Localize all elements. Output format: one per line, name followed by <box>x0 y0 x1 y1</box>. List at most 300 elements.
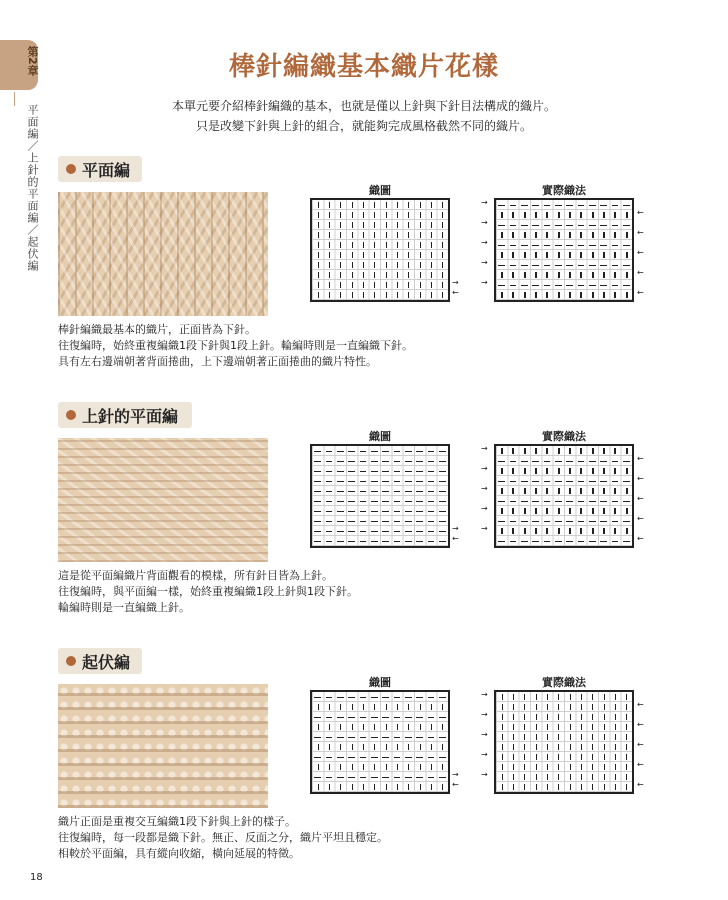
stitch-cell <box>530 526 541 536</box>
stitch-cell <box>564 506 575 516</box>
stitch-cell <box>575 486 586 496</box>
stitch-cell <box>380 516 391 526</box>
arrow-right-icon: → <box>481 218 488 227</box>
stitch-cell <box>437 496 448 506</box>
stitch-cell <box>346 446 357 456</box>
stitch-cell <box>496 466 507 476</box>
stitch-cell <box>587 516 598 526</box>
stitch-cell <box>496 516 507 526</box>
stitch-cell <box>609 240 620 250</box>
knit-swatch-photo <box>58 684 268 808</box>
stitch-cell <box>425 466 436 476</box>
stitch-cell <box>564 752 575 762</box>
stitch-cell <box>564 456 575 466</box>
stitch-cell <box>425 220 436 230</box>
stitch-cell <box>425 742 436 752</box>
stitch-cell <box>369 446 380 456</box>
desc-line: 往復編時，每一段都是織下針。無正、反面之分，織片平坦且穩定。 <box>58 831 388 844</box>
stitch-cell <box>346 742 357 752</box>
stitch-cell <box>323 220 334 230</box>
stitch-cell <box>437 456 448 466</box>
stitch-cell <box>598 220 609 230</box>
stitch-cell <box>323 526 334 536</box>
stitch-cell <box>553 526 564 536</box>
actual-chart-arrows-left <box>481 444 491 548</box>
stitch-cell <box>496 210 507 220</box>
stitch-cell <box>414 280 425 290</box>
stitch-cell <box>312 506 323 516</box>
stitch-cell <box>425 270 436 280</box>
stitch-cell <box>425 446 436 456</box>
stitch-cell <box>598 762 609 772</box>
stitch-cell <box>507 732 518 742</box>
stitch-cell <box>323 496 334 506</box>
stitch-cell <box>598 446 609 456</box>
stitch-cell <box>335 526 346 536</box>
stitch-cell <box>323 782 334 792</box>
stitch-cell <box>575 240 586 250</box>
stitch-cell <box>609 722 620 732</box>
stitch-cell <box>414 742 425 752</box>
stitch-cell <box>437 476 448 486</box>
symbol-chart-arrows <box>452 690 462 794</box>
stitch-cell <box>312 712 323 722</box>
stitch-cell <box>414 260 425 270</box>
stitch-cell <box>312 230 323 240</box>
stitch-cell <box>346 290 357 300</box>
stitch-cell <box>312 742 323 752</box>
stitch-cell <box>437 250 448 260</box>
stitch-cell <box>530 702 541 712</box>
arrow-left-icon: ← <box>637 760 644 769</box>
stitch-cell <box>541 200 552 210</box>
desc-line: 棒針編織最基本的織片，正面皆為下針。 <box>58 323 256 336</box>
stitch-cell <box>564 782 575 792</box>
stitch-cell <box>369 516 380 526</box>
stitch-cell <box>380 526 391 536</box>
stitch-cell <box>598 456 609 466</box>
stitch-cell <box>437 446 448 456</box>
stitch-cell <box>414 240 425 250</box>
stitch-cell <box>575 712 586 722</box>
stitch-cell <box>391 742 402 752</box>
stitch-cell <box>553 456 564 466</box>
stitch-cell <box>346 692 357 702</box>
stitch-cell <box>507 240 518 250</box>
stitch-cell <box>403 702 414 712</box>
stitch-cell <box>541 250 552 260</box>
stitch-cell <box>403 752 414 762</box>
stitch-cell <box>346 200 357 210</box>
desc-line: 相較於平面編，具有縱向收縮，橫向延展的特徵。 <box>58 847 300 860</box>
stitch-cell <box>403 486 414 496</box>
stitch-cell <box>621 476 632 486</box>
stitch-cell <box>507 526 518 536</box>
stitch-cell <box>369 506 380 516</box>
stitch-cell <box>357 230 368 240</box>
stitch-cell <box>519 210 530 220</box>
stitch-cell <box>346 466 357 476</box>
stitch-cell <box>541 220 552 230</box>
stitch-cell <box>519 712 530 722</box>
arrow-right-icon: → <box>481 444 488 453</box>
stitch-cell <box>346 210 357 220</box>
stitch-cell <box>621 772 632 782</box>
stitch-cell <box>403 496 414 506</box>
stitch-cell <box>496 762 507 772</box>
arrow-left-icon: ← <box>637 720 644 729</box>
stitch-cell <box>414 220 425 230</box>
stitch-cell <box>598 526 609 536</box>
stitch-cell <box>575 446 586 456</box>
stitch-cell <box>541 536 552 546</box>
stitch-cell <box>312 772 323 782</box>
stitch-cell <box>323 506 334 516</box>
stitch-cell <box>391 446 402 456</box>
stitch-cell <box>312 752 323 762</box>
stitch-cell <box>437 280 448 290</box>
stitch-cell <box>496 200 507 210</box>
arrow-left-icon: ← <box>637 780 644 789</box>
arrow-right-icon: → <box>481 238 488 247</box>
stitch-cell <box>403 260 414 270</box>
stitch-cell <box>312 486 323 496</box>
stitch-cell <box>530 486 541 496</box>
stitch-cell <box>621 240 632 250</box>
arrow-left-icon: ← <box>637 208 644 217</box>
stitch-cell <box>391 280 402 290</box>
stitch-cell <box>587 506 598 516</box>
stitch-cell <box>312 526 323 536</box>
stitch-cell <box>507 260 518 270</box>
stitch-cell <box>369 692 380 702</box>
stitch-cell <box>357 270 368 280</box>
stitch-cell <box>357 782 368 792</box>
stitch-cell <box>621 742 632 752</box>
stitch-cell <box>507 486 518 496</box>
stitch-cell <box>380 742 391 752</box>
stitch-cell <box>530 466 541 476</box>
stitch-cell <box>575 496 586 506</box>
stitch-cell <box>357 742 368 752</box>
arrow-right-icon: → <box>481 710 488 719</box>
stitch-cell <box>587 220 598 230</box>
stitch-cell <box>414 200 425 210</box>
stitch-cell <box>437 466 448 476</box>
stitch-cell <box>575 742 586 752</box>
stitch-cell <box>609 466 620 476</box>
stitch-cell <box>346 752 357 762</box>
stitch-cell <box>621 200 632 210</box>
stitch-cell <box>530 446 541 456</box>
stitch-cell <box>425 722 436 732</box>
stitch-cell <box>437 536 448 546</box>
stitch-cell <box>414 230 425 240</box>
section-description <box>58 322 658 370</box>
stitch-cell <box>335 692 346 702</box>
stitch-cell <box>609 260 620 270</box>
stitch-cell <box>380 200 391 210</box>
desc-line: 這是從平面編織片背面觀看的模樣，所有針目皆為上針。 <box>58 569 333 582</box>
stitch-cell <box>507 466 518 476</box>
stitch-cell <box>621 782 632 792</box>
stitch-cell <box>519 742 530 752</box>
stitch-cell <box>380 506 391 516</box>
stitch-cell <box>323 250 334 260</box>
stitch-cell <box>496 280 507 290</box>
stitch-cell <box>380 270 391 280</box>
stitch-cell <box>335 476 346 486</box>
stitch-cell <box>425 516 436 526</box>
stitch-cell <box>369 270 380 280</box>
stitch-cell <box>621 702 632 712</box>
stitch-cell <box>587 240 598 250</box>
stitch-cell <box>496 270 507 280</box>
stitch-cell <box>496 230 507 240</box>
actual-chart-arrows-right <box>637 198 647 302</box>
stitch-cell <box>369 290 380 300</box>
stitch-cell <box>519 722 530 732</box>
stitch-cell <box>621 260 632 270</box>
stitch-cell <box>609 230 620 240</box>
stitch-cell <box>312 732 323 742</box>
page-title: 棒針編織基本織片花樣 <box>228 52 499 82</box>
stitch-cell <box>357 466 368 476</box>
section-heading <box>58 156 142 182</box>
stitch-cell <box>380 772 391 782</box>
stitch-cell <box>541 506 552 516</box>
arrow-left-icon: ← <box>637 288 644 297</box>
stitch-cell <box>496 446 507 456</box>
stitch-cell <box>335 230 346 240</box>
stitch-cell <box>587 536 598 546</box>
stitch-cell <box>541 702 552 712</box>
stitch-cell <box>553 732 564 742</box>
stitch-cell <box>403 732 414 742</box>
arrow-right-icon: → <box>481 730 488 739</box>
side-title: 平面編／上針的平面編／起伏編 <box>26 104 39 272</box>
stitch-cell <box>380 446 391 456</box>
arrow-left-icon: ← <box>637 514 644 523</box>
arrow-right-icon: → <box>481 750 488 759</box>
stitch-cell <box>507 456 518 466</box>
stitch-cell <box>507 722 518 732</box>
stitch-cell <box>312 762 323 772</box>
stitch-cell <box>587 280 598 290</box>
stitch-cell <box>357 732 368 742</box>
stitch-cell <box>530 456 541 466</box>
stitch-cell <box>357 496 368 506</box>
stitch-cell <box>564 280 575 290</box>
stitch-cell <box>507 476 518 486</box>
stitch-cell <box>357 220 368 230</box>
stitch-cell <box>564 290 575 300</box>
stitch-cell <box>357 280 368 290</box>
stitch-cell <box>357 762 368 772</box>
stitch-cell <box>621 270 632 280</box>
page-number: 18 <box>30 872 43 883</box>
stitch-cell <box>357 240 368 250</box>
stitch-cell <box>507 712 518 722</box>
stitch-cell <box>323 762 334 772</box>
stitch-cell <box>425 732 436 742</box>
chart-title-actual: 實際織法 <box>542 676 586 689</box>
stitch-cell <box>553 250 564 260</box>
stitch-cell <box>530 772 541 782</box>
stitch-cell <box>496 506 507 516</box>
stitch-cell <box>496 486 507 496</box>
stitch-cell <box>507 692 518 702</box>
stitch-cell <box>346 230 357 240</box>
stitch-cell <box>621 722 632 732</box>
stitch-cell <box>553 536 564 546</box>
chart-title-actual: 實際織法 <box>542 184 586 197</box>
stitch-cell <box>380 692 391 702</box>
stitch-cell <box>609 446 620 456</box>
stitch-cell <box>425 210 436 220</box>
stitch-cell <box>587 712 598 722</box>
intro-line: 只是改變下針與上針的組合，就能夠完成風格截然不同的織片。 <box>195 119 532 133</box>
stitch-cell <box>530 712 541 722</box>
stitch-cell <box>437 742 448 752</box>
stitch-cell <box>437 732 448 742</box>
stitch-cell <box>335 466 346 476</box>
stitch-cell <box>530 752 541 762</box>
stitch-cell <box>380 722 391 732</box>
stitch-cell <box>312 280 323 290</box>
knit-swatch-photo <box>58 192 268 316</box>
stitch-cell <box>621 230 632 240</box>
stitch-cell <box>312 536 323 546</box>
stitch-cell <box>507 516 518 526</box>
stitch-cell <box>437 516 448 526</box>
stitch-cell <box>541 290 552 300</box>
stitch-cell <box>380 536 391 546</box>
stitch-cell <box>391 772 402 782</box>
stitch-cell <box>357 722 368 732</box>
stitch-cell <box>403 722 414 732</box>
stitch-cell <box>541 476 552 486</box>
stitch-cell <box>414 290 425 300</box>
stitch-cell <box>312 220 323 230</box>
stitch-cell <box>507 270 518 280</box>
stitch-cell <box>598 280 609 290</box>
actual-chart-arrows-left <box>481 690 491 794</box>
actual-chart <box>494 198 634 302</box>
stitch-cell <box>519 476 530 486</box>
stitch-cell <box>335 732 346 742</box>
section-description <box>58 568 658 616</box>
stitch-cell <box>335 486 346 496</box>
chart-title-symbol: 織圖 <box>369 676 391 689</box>
stitch-cell <box>437 230 448 240</box>
stitch-cell <box>323 270 334 280</box>
stitch-cell <box>598 260 609 270</box>
stitch-cell <box>391 526 402 536</box>
stitch-cell <box>621 536 632 546</box>
stitch-cell <box>312 200 323 210</box>
stitch-cell <box>346 702 357 712</box>
stitch-cell <box>609 702 620 712</box>
section-description <box>58 814 658 862</box>
stitch-cell <box>507 446 518 456</box>
stitch-cell <box>437 220 448 230</box>
symbol-chart <box>310 690 450 794</box>
stitch-cell <box>437 200 448 210</box>
stitch-cell <box>403 762 414 772</box>
stitch-cell <box>312 260 323 270</box>
stitch-cell <box>335 506 346 516</box>
stitch-cell <box>609 200 620 210</box>
stitch-cell <box>312 240 323 250</box>
arrow-right-icon: → <box>481 278 488 287</box>
stitch-cell <box>598 210 609 220</box>
stitch-cell <box>391 722 402 732</box>
stitch-cell <box>587 772 598 782</box>
stitch-cell <box>598 486 609 496</box>
stitch-cell <box>496 220 507 230</box>
stitch-cell <box>609 250 620 260</box>
stitch-cell <box>403 536 414 546</box>
stitch-cell <box>346 772 357 782</box>
stitch-cell <box>621 762 632 772</box>
stitch-cell <box>564 536 575 546</box>
stitch-cell <box>323 446 334 456</box>
stitch-cell <box>519 270 530 280</box>
stitch-cell <box>541 752 552 762</box>
stitch-cell <box>323 456 334 466</box>
stitch-cell <box>553 476 564 486</box>
stitch-cell <box>507 536 518 546</box>
stitch-cell <box>369 712 380 722</box>
stitch-cell <box>437 722 448 732</box>
stitch-cell <box>519 536 530 546</box>
stitch-cell <box>519 702 530 712</box>
stitch-cell <box>335 240 346 250</box>
stitch-cell <box>323 742 334 752</box>
stitch-cell <box>369 752 380 762</box>
desc-line: 具有左右邊端朝著背面捲曲，上下邊端朝著正面捲曲的織片特性。 <box>58 355 377 368</box>
stitch-cell <box>414 536 425 546</box>
stitch-cell <box>530 210 541 220</box>
stitch-cell <box>575 782 586 792</box>
actual-chart-arrows-right <box>637 690 647 794</box>
stitch-cell <box>312 446 323 456</box>
stitch-cell <box>403 742 414 752</box>
stitch-cell <box>391 210 402 220</box>
stitch-cell <box>541 210 552 220</box>
stitch-cell <box>425 762 436 772</box>
arrow-left-icon: ← <box>452 534 459 543</box>
stitch-cell <box>425 496 436 506</box>
stitch-cell <box>312 456 323 466</box>
stitch-cell <box>564 526 575 536</box>
stitch-cell <box>357 712 368 722</box>
stitch-cell <box>425 692 436 702</box>
stitch-cell <box>587 762 598 772</box>
stitch-cell <box>380 290 391 300</box>
stitch-cell <box>609 270 620 280</box>
stitch-cell <box>437 260 448 270</box>
stitch-cell <box>519 446 530 456</box>
stitch-cell <box>312 692 323 702</box>
stitch-cell <box>346 456 357 466</box>
symbol-chart-arrows <box>452 198 462 302</box>
stitch-cell <box>391 240 402 250</box>
stitch-cell <box>414 712 425 722</box>
stitch-cell <box>519 516 530 526</box>
stitch-cell <box>414 732 425 742</box>
